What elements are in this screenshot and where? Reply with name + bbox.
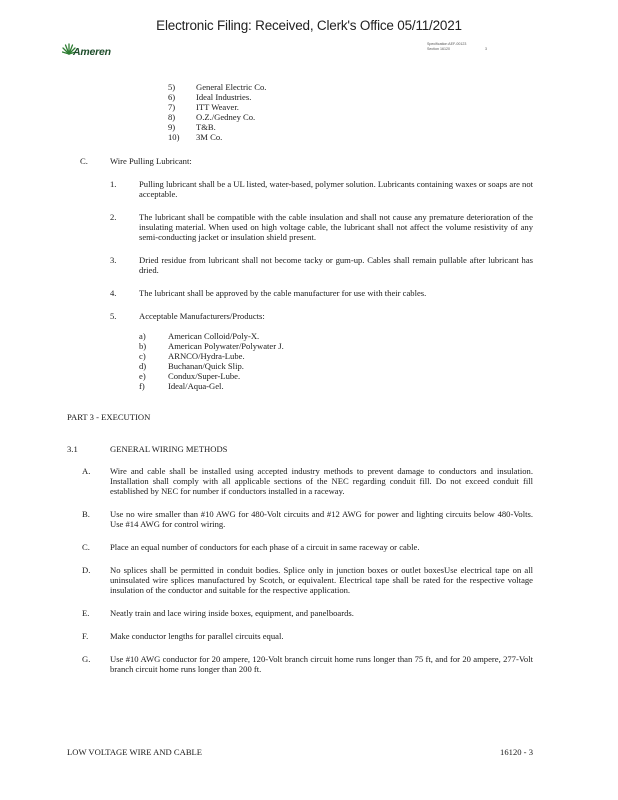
list-item: d) Buchanan/Quick Slip. — [139, 361, 244, 371]
list-item: b) American Polywater/Polywater J. — [139, 341, 284, 351]
list-item: e) Condux/Super-Lube. — [139, 371, 241, 381]
list-item: 5. Acceptable Manufacturers/Products: — [110, 311, 265, 321]
list-item: 8) O.Z./Gedney Co. — [168, 112, 256, 122]
page-footer — [67, 747, 533, 757]
list-item: E. Neatly train and lace wiring inside boxes, equipment, and panelboards. — [82, 608, 354, 618]
list-item: 9) T&B. — [168, 122, 216, 132]
section-c-heading: C. Wire Pulling Lubricant: — [80, 156, 192, 166]
list-item: 6) Ideal Industries. — [168, 92, 252, 102]
list-item: a) American Colloid/Poly-X. — [139, 331, 260, 341]
list-item: 4. The lubricant shall be approved by the cable manufacturer for use with their cables. — [110, 288, 427, 298]
list-item: 3. Dried residue from lubricant shall not become tacky or gum-up. Cables shall remain pullable after lubricant has dried. — [110, 255, 533, 275]
list-item: f) Ideal/Aqua-Gel. — [139, 381, 224, 391]
list-item: A. Wire and cable shall be installed using accepted industry methods to prevent damage to conductors and insulation. Installation shall comply with all applicable sections of the NEC regarding conduit fill. Do not exceed conduit fill established by NEC for number if conductors installed in a raceway. — [82, 466, 533, 496]
spec-reference — [427, 42, 487, 52]
footer-section-title: LOW VOLTAGE WIRE AND CABLE — [67, 747, 203, 757]
spec-ref-line1: Specification AEF-00123 — [427, 42, 467, 46]
list-item: D. No splices shall be permitted in conduit bodies. Splice only in junction boxes or outlet boxesUse electrical tape on all uninsulated wire splices manufactured by Scotch, or equivalent. Electrical tape shall be rated for the respective voltage insulation of the conductor and suitable for the respective application. — [82, 565, 533, 595]
list-item: 1. Pulling lubricant shall be a UL listed, water-based, polymer solution. Lubricants containing waxes or soaps are not acceptable. — [110, 179, 534, 199]
spec-ref-page: 3 — [485, 47, 487, 51]
list-item: 2. The lubricant shall be compatible with the cable insulation and shall not cause any premature deterioration of the insulating material. When used on high voltage cable, the lubricant shall not affect the volume resistivity of any semi-conducting jacket or insulation shield present. — [110, 212, 533, 242]
list-item: 5) General Electric Co. — [168, 82, 267, 92]
list-item: 10) 3M Co. — [168, 132, 223, 142]
list-item: F. Make conductor lengths for parallel circuits equal. — [82, 631, 284, 641]
document-body — [0, 82, 618, 674]
product-list — [0, 331, 618, 391]
ameren-logo — [62, 42, 122, 60]
list-item: 7) ITT Weaver. — [168, 102, 239, 112]
spec-ref-line2: Section 16120 — [427, 47, 450, 51]
list-item: C. Place an equal number of conductors for each phase of a circuit in same raceway or cable. — [82, 542, 420, 552]
footer-page-number: 16120 - 3 — [500, 747, 533, 757]
section-3-1-heading: 3.1 GENERAL WIRING METHODS — [67, 444, 228, 454]
manufacturer-list — [0, 82, 618, 142]
list-item: c) ARNCO/Hydra-Lube. — [139, 351, 245, 361]
list-item: B. Use no wire smaller than #10 AWG for 480-Volt circuits and #12 AWG for power and lighting circuits below 480-Volts. Use #14 AWG for control wiring. — [82, 509, 533, 529]
part-3-heading: PART 3 - EXECUTION — [67, 412, 151, 422]
logo-text: Ameren — [73, 46, 111, 58]
filing-stamp: Electronic Filing: Received, Clerk's Office 05/11/2021 — [156, 18, 462, 33]
list-item: G. Use #10 AWG conductor for 20 ampere, 120-Volt branch circuit home runs longer than 75 ft, and for 20 ampere, 277-Volt branch circuit home runs longer than 200 ft. — [82, 654, 533, 674]
